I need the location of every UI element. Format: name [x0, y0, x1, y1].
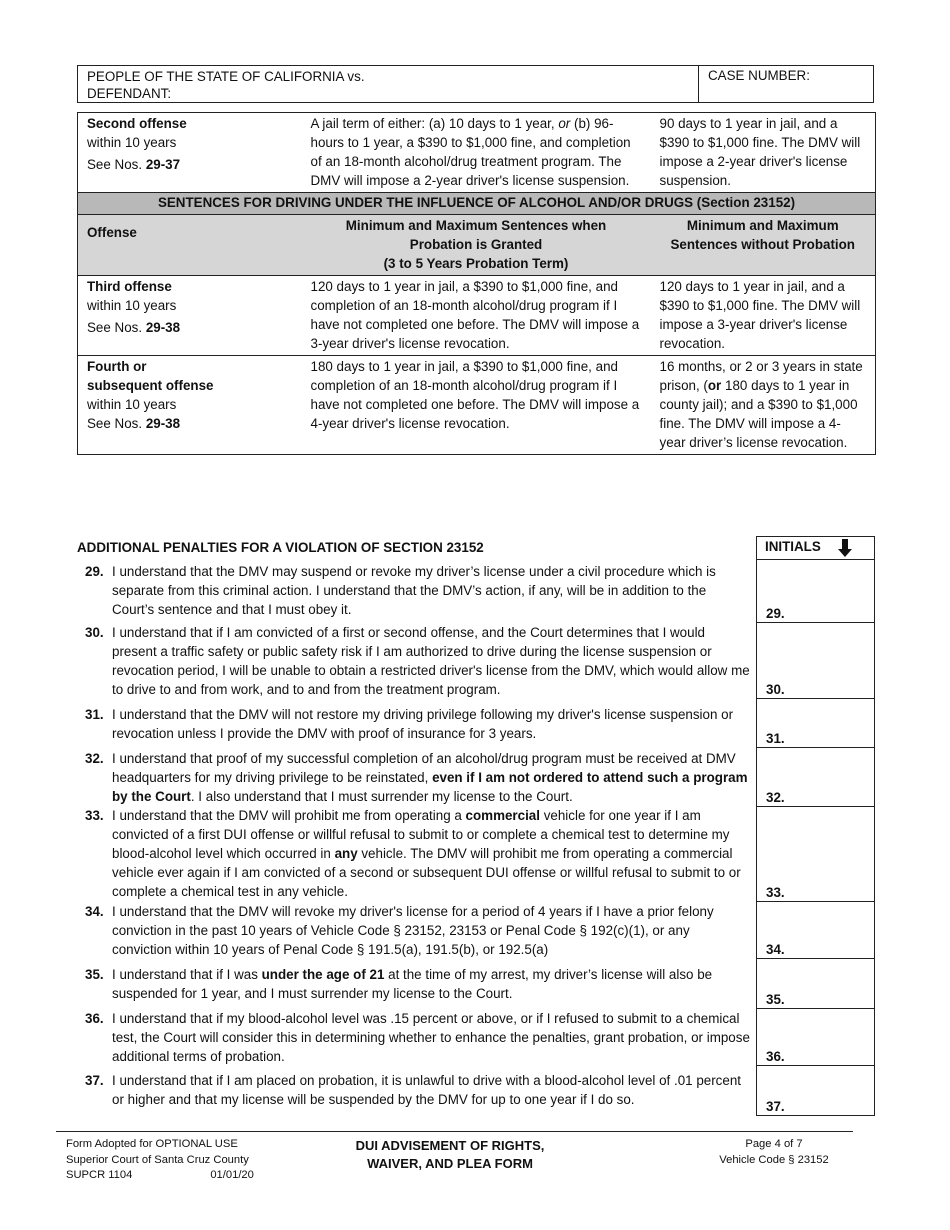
item-number: 33.: [85, 808, 104, 823]
initials-box-number: 30.: [766, 682, 785, 697]
item-text: I understand that if I am convicted of a first or second offense, and the Court determines that I would present a traffic safety or public safety risk if I am authorized to drive during the license suspension or revocation period, I will be unable to obtain a restricted driver's license from the DMV, which would allow me to drive to and from work, and to and from the treatment program.: [112, 625, 750, 697]
fourth-offense-row: [78, 356, 876, 455]
case-number-label: CASE NUMBER:: [708, 68, 810, 83]
footer-divider: [56, 1131, 853, 1132]
offense-see: [87, 414, 293, 433]
initials-box-30[interactable]: [757, 623, 874, 699]
footer-date: 01/01/20: [210, 1169, 254, 1181]
footer-form-line: [66, 1168, 254, 1184]
case-number-field[interactable]: [698, 66, 874, 102]
see-nums: 29-38: [145, 320, 181, 335]
item-text: [112, 806, 750, 901]
offense-cell: [78, 356, 302, 455]
penalty-item-31: [85, 705, 750, 743]
initials-box-32[interactable]: [757, 748, 874, 807]
item-text-b: . I also understand that I must surrender my license to the Court.: [190, 789, 573, 804]
offense-within: within 10 years: [87, 135, 177, 150]
probation-cell: [302, 113, 651, 193]
offense-title-cont: subsequent offense: [87, 378, 214, 393]
initials-box-number: 29.: [766, 606, 785, 621]
footer-center: [345, 1137, 555, 1173]
initials-box-number: 37.: [766, 1099, 785, 1114]
initials-box-number: 32.: [766, 790, 785, 805]
item-text-bold: under the age of 21: [261, 967, 385, 982]
column-header-row: [78, 215, 876, 276]
col-probation-l2: Probation is Granted: [409, 237, 543, 252]
see-prefix: See Nos.: [87, 416, 146, 431]
initials-box-34[interactable]: [757, 902, 874, 959]
initials-box-number: 31.: [766, 731, 785, 746]
footer-form-title: DUI ADVISEMENT OF RIGHTS,: [355, 1138, 545, 1153]
penalty-item-37: [85, 1071, 750, 1109]
offense-cell: [78, 113, 302, 193]
no-probation-or: or: [707, 378, 722, 393]
see-nums: 29-38: [145, 416, 181, 431]
offense-see: [87, 318, 293, 337]
caption-defendant: DEFENDANT:: [87, 86, 172, 101]
third-offense-row: [78, 276, 876, 356]
no-probation-text: 16 months, or 2 or 3 years in state prison, (: [659, 359, 863, 393]
initials-box-number: 33.: [766, 885, 785, 900]
initials-box-35[interactable]: [757, 959, 874, 1009]
item-text: I understand that the DMV may suspend or revoke my driver’s license under a civil procedure which is separate from this criminal action. I understand that the DMV’s action, if any, will be in addition to the Court’s sentence and that I must obey it.: [112, 564, 716, 617]
see-prefix: See Nos.: [87, 157, 146, 172]
item-text: I understand that the DMV will not restore my driving privilege following my driver's license suspension or revocation unless I provide the DMV with proof of insurance for 3 years.: [112, 707, 734, 741]
footer-left: [66, 1137, 254, 1184]
item-text-b: vehicle for one year if I am convicted of a first DUI offense or willful refusal to submit to or complete a chemical test to determine my blood-alcohol level which occurred in: [112, 808, 730, 861]
col-probation: [302, 215, 651, 276]
no-probation-cell: [651, 356, 876, 455]
sentences-table: [77, 112, 876, 455]
item-text-a: I understand that proof of my successful completion of an alcohol/drug program must be received at DMV headquarters for my driving privilege to be reinstated,: [112, 751, 736, 785]
initials-box-37[interactable]: [757, 1066, 874, 1115]
page-number: Page 4 of 7: [745, 1138, 803, 1150]
initials-box-36[interactable]: [757, 1009, 874, 1066]
penalty-item-35: [85, 965, 750, 1003]
item-number: 29.: [85, 564, 104, 579]
item-number: 35.: [85, 967, 104, 982]
probation-text: A jail term of either: (a) 10 days to 1 year,: [310, 116, 559, 131]
penalty-item-32: [85, 749, 750, 806]
see-nums: 29-37: [145, 157, 181, 172]
footer-court: Superior Court of Santa Cruz County: [66, 1153, 249, 1166]
penalty-item-29: [85, 562, 750, 619]
penalties-title: ADDITIONAL PENALTIES FOR A VIOLATION OF SECTION 23152: [77, 540, 484, 555]
probation-text-cont: (b) 96-hours to 1 year, a $390 to $1,000 fine, and completion of an 18-month alcohol/drug treatment program. The DMV will impose a 2-year driver's license suspension.: [310, 116, 631, 188]
initials-header: [757, 537, 874, 560]
offense-within: within 10 years: [87, 298, 177, 313]
item-text: [112, 749, 750, 806]
initials-column: [756, 536, 875, 1116]
col-no-probation: [651, 215, 876, 276]
arrow-down-icon: [838, 539, 852, 557]
item-text-c: vehicle. The DMV will prohibit me from operating a commercial vehicle ever again if I am convicted of a second or subsequent DUI offense or willful refusal to submit to or complete a chemical test in any vehicle.: [112, 846, 741, 899]
footer-code: Vehicle Code § 23152: [719, 1153, 829, 1166]
initials-box-29[interactable]: [757, 560, 874, 623]
item-text-a: I understand that the DMV will prohibit me from operating a: [112, 808, 466, 823]
item-text-bold: commercial: [465, 808, 540, 823]
probation-cell: 120 days to 1 year in jail, a $390 to $1,000 fine, and completion of an 18-month alcohol/drug program if I have not completed one before. The DMV will impose a 3-year driver's license revocation.: [302, 276, 651, 356]
offense-title: Fourth or: [87, 359, 147, 374]
item-number: 36.: [85, 1011, 104, 1026]
item-text-a: I understand that if I was: [112, 967, 262, 982]
initials-box-31[interactable]: [757, 699, 874, 748]
item-number: 31.: [85, 707, 104, 722]
probation-cell: 180 days to 1 year in jail, a $390 to $1,000 fine, and completion of an 18-month alcohol/drug program if I have not completed one before. The DMV will impose a 4-year driver's license revocation.: [302, 356, 651, 455]
item-number: 32.: [85, 751, 104, 766]
item-text-b: at the time of my arrest, my driver’s license will also be suspended for 1 year, and I must surrender my license to the Court.: [112, 967, 713, 1001]
item-number: 37.: [85, 1073, 104, 1088]
item-text-bold: even if I am not ordered to attend such a program by the Court: [112, 770, 748, 804]
offense-cell: [78, 276, 302, 356]
offense-within: within 10 years: [87, 397, 177, 412]
section-heading-row: [78, 193, 876, 215]
item-text: I understand that the DMV will revoke my driver's license for a period of 4 years if I have a prior felony conviction in the past 10 years of Vehicle Code § 23152, 23153 or Penal Code § 192(c)(1), or any conviction within 10 years of Penal Code § 191.5(a), 191.5(b), or 192.5(a): [112, 904, 714, 957]
section-heading: SENTENCES FOR DRIVING UNDER THE INFLUENCE OF ALCOHOL AND/OR DRUGS (Section 23152): [78, 193, 876, 215]
item-text: I understand that if my blood-alcohol level was .15 percent or above, or if I refused to submit to a chemical test, the Court will consider this in determining whether to enhance the penalties, grant probation, or impose additional terms of probation.: [112, 1011, 750, 1064]
item-text: [112, 965, 750, 1003]
item-text: I understand that if I am placed on probation, it is unlawful to drive with a blood-alcohol level of .01 percent or higher and that my license will be suspended by the DMV for up to one year if I do so.: [112, 1073, 741, 1107]
no-probation-cell: 90 days to 1 year in jail, and a $390 to $1,000 fine. The DMV will impose a 2-year driver's license suspension.: [651, 113, 876, 193]
offense-title: Third offense: [87, 279, 172, 294]
no-probation-cell: 120 days to 1 year in jail, and a $390 to $1,000 fine. The DMV will impose a 3-year driver's license revocation.: [651, 276, 876, 356]
penalty-item-30: [85, 623, 750, 699]
caption-parties: [87, 68, 365, 102]
initials-box-33[interactable]: [757, 807, 874, 902]
initials-label: INITIALS: [765, 539, 821, 554]
offense-see: [87, 155, 293, 174]
footer-right: [700, 1137, 848, 1168]
col-probation-l3: (3 to 5 Years Probation Term): [383, 256, 569, 271]
initials-box-number: 34.: [766, 942, 785, 957]
footer-adopted: Form Adopted for OPTIONAL USE: [66, 1138, 238, 1150]
offense-title: Second offense: [87, 116, 187, 131]
col-offense: Offense: [78, 215, 302, 276]
footer-form-title-cont: WAIVER, AND PLEA FORM: [367, 1156, 533, 1171]
penalty-item-36: [85, 1009, 750, 1066]
penalty-item-34: [85, 902, 750, 959]
second-offense-row: [78, 113, 876, 193]
see-prefix: See Nos.: [87, 320, 146, 335]
col-no-probation-l1: Minimum and Maximum: [686, 218, 839, 233]
footer-form-id: SUPCR 1104: [66, 1169, 133, 1181]
item-text-bold-2: any: [334, 846, 358, 861]
col-probation-l1: Minimum and Maximum Sentences when: [345, 218, 607, 233]
item-number: 34.: [85, 904, 104, 919]
penalty-item-33: [85, 806, 750, 901]
col-no-probation-l2: Sentences without Probation: [670, 237, 855, 252]
case-caption-box: [77, 65, 874, 103]
item-number: 30.: [85, 625, 104, 640]
initials-box-number: 36.: [766, 1049, 785, 1064]
no-probation-text-cont: 180 days to 1 year in county jail); and a $390 to $1,000 fine. The DMV will impose a 4-year driver’s license revocation.: [659, 378, 858, 450]
caption-people: PEOPLE OF THE STATE OF CALIFORNIA vs.: [87, 69, 365, 84]
initials-box-number: 35.: [766, 992, 785, 1007]
probation-or: or: [558, 116, 571, 131]
